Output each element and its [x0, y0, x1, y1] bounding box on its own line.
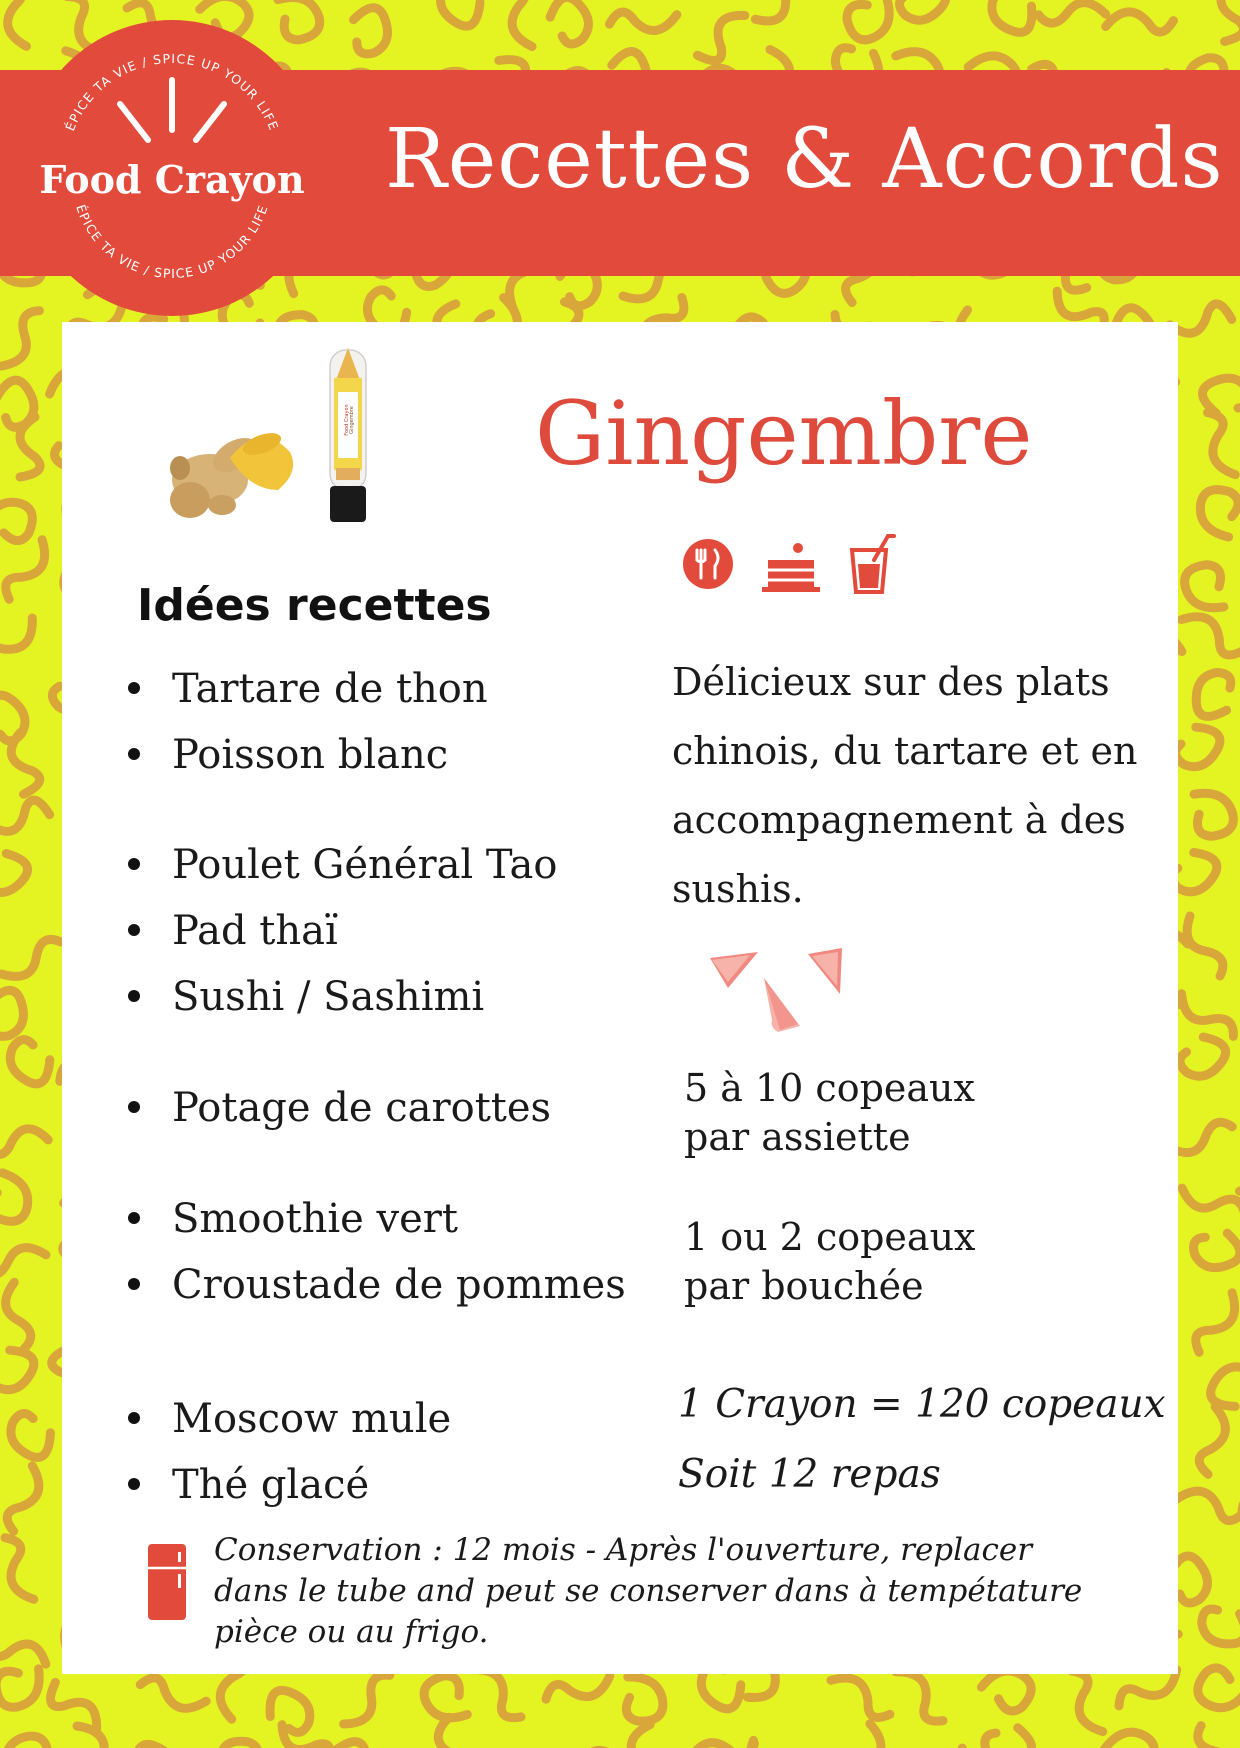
squiggle-mark: [494, 0, 549, 47]
squiggle-mark: [1196, 413, 1240, 475]
squiggle-mark: [981, 1721, 1035, 1748]
squiggle-mark: [1179, 558, 1235, 619]
tube-label-brand: Food Crayon: [344, 404, 350, 436]
recipe-item: Poulet Général Tao: [128, 842, 557, 888]
squiggle-mark: [1106, 0, 1174, 55]
recipe-item: Potage de carottes: [128, 1085, 551, 1131]
squiggle-mark: [6, 731, 43, 794]
squiggle-mark: [0, 1238, 47, 1287]
squiggle-mark: [1037, 0, 1107, 44]
conservation-note: Conservation : 12 mois - Après l'ouverture, replacer dans le tube and peut se conserver dans à tempétature pièce ou au frigo.: [214, 1532, 1083, 1650]
logo-brand-name: Food Crayon: [39, 157, 305, 202]
ideas-title: Idées recettes: [137, 580, 492, 631]
drink-icon: [846, 534, 896, 594]
bullet-icon: [128, 1212, 140, 1224]
squiggle-mark: [606, 1723, 674, 1748]
bullet-icon: [128, 858, 140, 870]
bullet-icon: [128, 1412, 140, 1424]
dosage-plate: 5 à 10 copeaux par assiette: [684, 1066, 975, 1159]
fridge-icon: [146, 1542, 188, 1622]
squiggle-mark: [1219, 0, 1240, 41]
squiggle-mark: [1182, 1293, 1240, 1352]
squiggle-mark: [217, 1737, 266, 1748]
cutlery-icon: [682, 538, 734, 590]
squiggle-mark: [1189, 1225, 1240, 1274]
squiggle-mark: [689, 1724, 755, 1748]
squiggle-mark: [0, 1731, 54, 1748]
ginger-shavings-icon: [700, 938, 850, 1038]
squiggle-mark: [609, 0, 676, 50]
squiggle-mark: [345, 3, 395, 59]
squiggle-mark: [1196, 1726, 1234, 1748]
bullet-icon: [128, 1101, 140, 1113]
squiggle-mark: [896, 0, 949, 23]
ginger-product-image: [150, 340, 410, 540]
squiggle-mark: [4, 1406, 57, 1464]
recipe-item: Pad thaï: [128, 908, 338, 954]
squiggle-mark: [261, 1682, 317, 1742]
squiggle-mark: [896, 1666, 943, 1726]
squiggle-mark: [1199, 488, 1240, 539]
squiggle-mark: [0, 1634, 50, 1669]
squiggle-mark: [4, 1033, 56, 1091]
squiggle-mark: [0, 540, 59, 599]
squiggle-mark: [744, 1740, 806, 1748]
squiggle-mark: [901, 1738, 963, 1748]
yield-line2: Soit 12 repas: [678, 1452, 941, 1497]
squiggle-mark: [435, 0, 487, 32]
squiggle-mark: [0, 1125, 49, 1156]
usage-description: Délicieux sur des plats chinois, du tartare et en accompagnement à des sushis.: [672, 660, 1138, 911]
recipe-item: Tartare de thon: [128, 666, 488, 712]
squiggle-mark: [1183, 782, 1239, 843]
squiggle-mark: [0, 1281, 45, 1349]
squiggle-mark: [840, 0, 902, 46]
squiggle-mark: [1194, 1597, 1240, 1655]
ginger-root-icon: [170, 429, 293, 518]
squiggle-mark: [1177, 1472, 1240, 1540]
squiggle-mark: [616, 1669, 668, 1727]
squiggle-mark: [1194, 1664, 1240, 1715]
squiggle-mark: [1, 939, 62, 977]
squiggle-mark: [831, 1664, 890, 1731]
logo-tagline-bottom: ÉPICE TA VIE / SPICE UP YOUR LIFE: [73, 202, 271, 282]
squiggle-mark: [127, 1737, 182, 1748]
squiggle-mark: [77, 1726, 117, 1748]
squiggle-mark: [434, 1716, 467, 1748]
squiggle-mark: [0, 618, 39, 667]
squiggle-mark: [1187, 916, 1223, 976]
bullet-icon: [128, 990, 140, 1002]
food-crayon-logo: [22, 18, 322, 318]
squiggle-mark: [1178, 1407, 1240, 1475]
squiggle-mark: [20, 417, 40, 477]
squiggle-mark: [1063, 1671, 1111, 1732]
squiggle-mark: [0, 1466, 57, 1531]
squiggle-mark: [332, 1673, 401, 1727]
bullet-icon: [128, 1278, 140, 1290]
banner-title: Recettes & Accords: [385, 112, 1224, 207]
squiggle-mark: [752, 0, 810, 30]
cake-icon: [760, 540, 822, 592]
logo-tagline-top: ÉPICE TA VIE / SPICE UP YOUR LIFE: [62, 50, 282, 134]
squiggle-mark: [835, 1724, 901, 1748]
recipe-item: Sushi / Sashimi: [128, 974, 484, 1020]
squiggle-mark: [697, 7, 748, 67]
squiggle-mark: [0, 1343, 40, 1395]
squiggle-mark: [548, 0, 590, 46]
squiggle-mark: [0, 1173, 28, 1222]
squiggle-mark: [0, 796, 50, 838]
squiggle-mark: [1035, 1735, 1103, 1748]
recipe-item: Thé glacé: [128, 1462, 369, 1508]
squiggle-mark: [1175, 1032, 1230, 1080]
dosage-bite: 1 ou 2 copeaux par bouchée: [684, 1215, 976, 1308]
squiggle-mark: [1180, 1166, 1240, 1234]
recipe-item: Smoothie vert: [128, 1196, 458, 1242]
bullet-icon: [128, 1478, 140, 1490]
crayon-tube-icon: [330, 348, 366, 522]
squiggle-mark: [0, 850, 31, 896]
recipe-item: Moscow mule: [128, 1396, 451, 1442]
recipe-item: Croustade de pommes: [128, 1262, 626, 1308]
squiggle-mark: [984, 0, 1041, 41]
squiggle-mark: [0, 985, 31, 1042]
squiggle-mark: [1204, 1360, 1240, 1413]
bullet-icon: [128, 748, 140, 760]
bullet-icon: [128, 924, 140, 936]
squiggle-mark: [1186, 665, 1240, 725]
recipe-item: Poisson blanc: [128, 732, 448, 778]
squiggle-mark: [1101, 1725, 1159, 1748]
product-title: Gingembre: [535, 382, 1033, 485]
squiggle-mark: [0, 502, 33, 541]
bullet-icon: [128, 682, 140, 694]
tube-label-name: Gingembre: [349, 406, 355, 434]
squiggle-mark: [0, 1538, 44, 1600]
yield-line1: 1 Crayon = 120 copeaux: [678, 1382, 1166, 1427]
